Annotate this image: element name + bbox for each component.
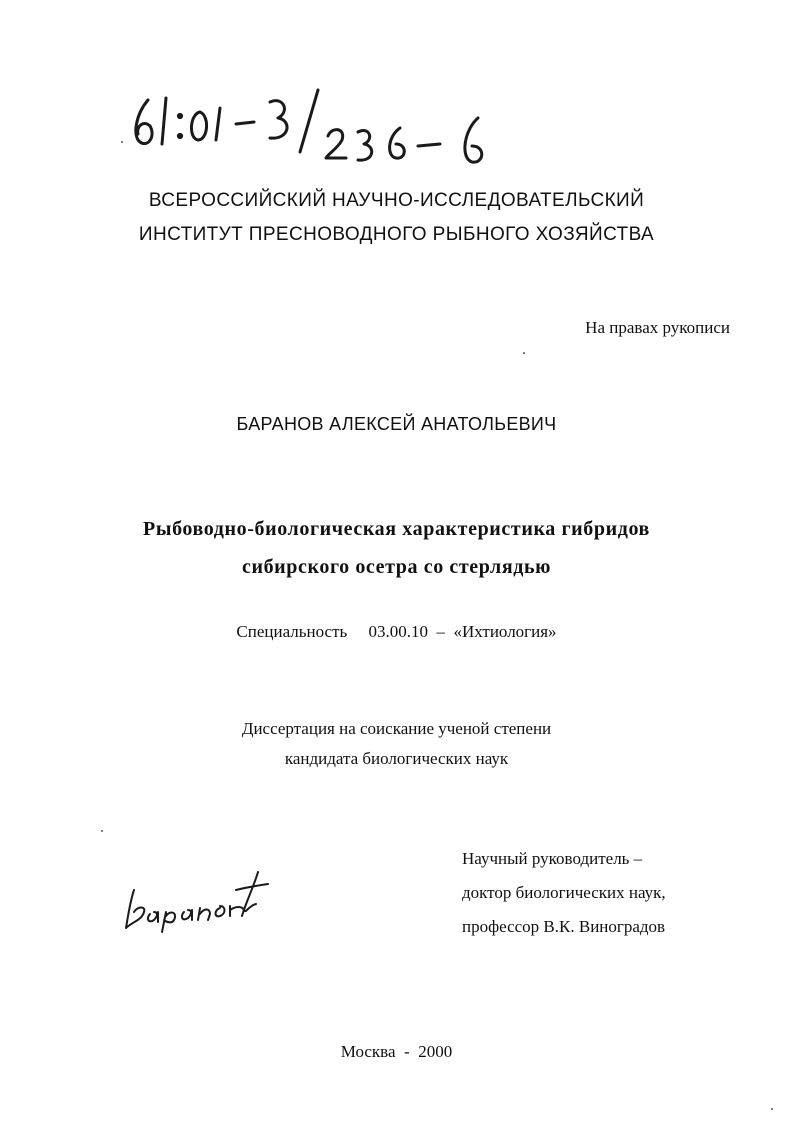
institute-line-2: ИНСТИТУТ ПРЕСНОВОДНОГО РЫБНОГО ХОЗЯЙСТВА	[138, 224, 655, 245]
city: Москва	[340, 1042, 396, 1061]
archive-code-text: 61:01-3/236-6	[118, 78, 124, 79]
dissertation-title	[0, 510, 793, 586]
scan-speck	[121, 141, 123, 143]
separator: -	[404, 1042, 410, 1061]
author-name: БАРАНОВ АЛЕКСЕЙ АНАТОЛЬЕВИЧ	[236, 414, 557, 434]
scan-speck	[523, 352, 525, 354]
manuscript-rights-note: На правах рукописи	[585, 318, 730, 337]
signature-text: Баранов	[118, 866, 122, 867]
city-year	[0, 1042, 793, 1062]
title-line-1: Рыбоводно-биологическая характеристика гибридов	[143, 518, 650, 540]
specialty-dash: –	[436, 622, 446, 641]
author-signature	[118, 866, 278, 936]
dissertation-degree	[0, 714, 793, 774]
scan-speck	[771, 1108, 773, 1110]
supervisor-line-1: Научный руководитель –	[462, 849, 643, 868]
specialty-name: «Ихтиология»	[453, 622, 557, 641]
specialty-line	[0, 622, 793, 642]
specialty-label: Специальность	[236, 622, 348, 641]
institute-line-1: ВСЕРОССИЙСКИЙ НАУЧНО-ИССЛЕДОВАТЕЛЬСКИЙ	[148, 190, 645, 211]
degree-line-2: кандидата биологических наук	[284, 749, 509, 768]
specialty-code: 03.00.10	[368, 622, 429, 641]
supervisor-line-3: профессор В.К. Виноградов	[462, 917, 666, 936]
scientific-supervisor	[462, 842, 666, 944]
supervisor-line-2: доктор биологических наук,	[462, 883, 666, 902]
year: 2000	[418, 1042, 453, 1061]
handwritten-archive-code	[118, 78, 518, 178]
degree-line-1: Диссертация на соискание ученой степени	[241, 719, 552, 738]
institute-name	[0, 184, 793, 252]
scan-speck	[101, 830, 103, 832]
title-line-2: сибирского осетра со стерлядью	[241, 556, 552, 578]
